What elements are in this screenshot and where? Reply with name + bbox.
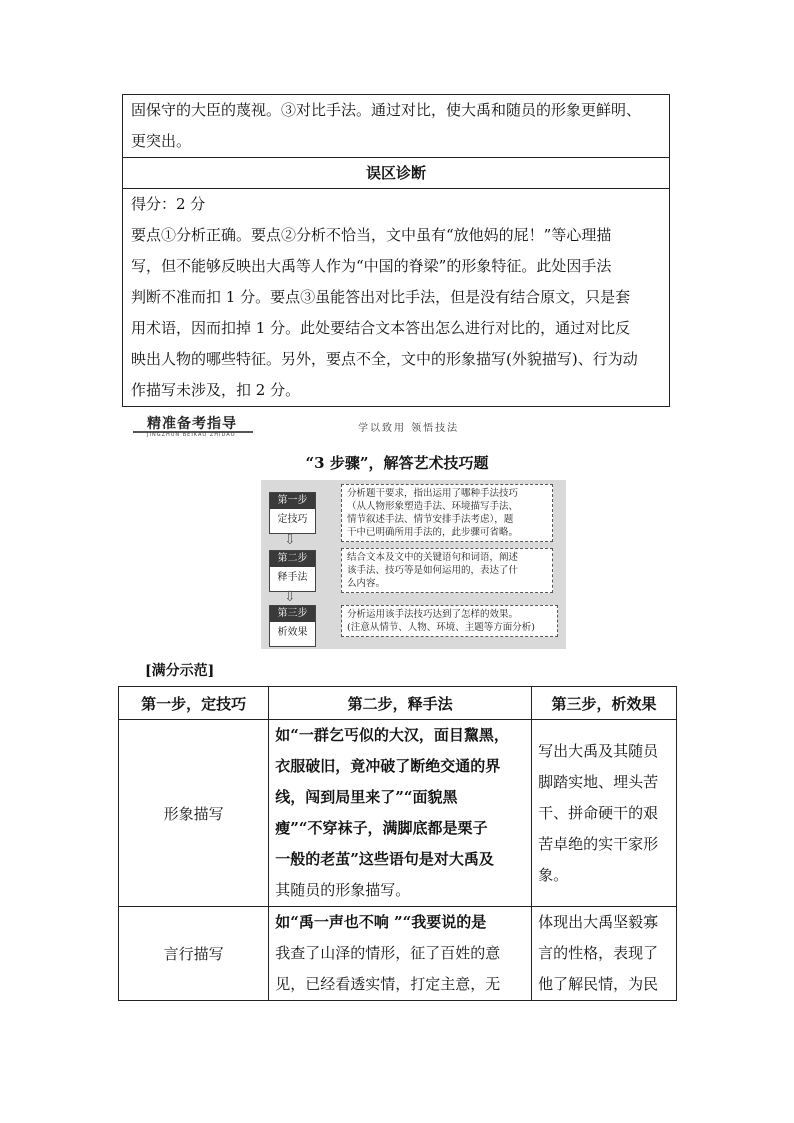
- step-1-box: [269, 492, 316, 534]
- diagnosis-line: 得分：2 分: [131, 195, 206, 213]
- down-arrow-icon: ⇩: [284, 589, 296, 605]
- answer-row: [123, 95, 670, 158]
- table-row: [119, 720, 677, 907]
- step-1-desc-line: 分析题干要求，指出运用了哪种手法技巧: [347, 488, 519, 499]
- step-1-desc-line: 情节叙述手法、情节安排手法考虑），题: [347, 514, 514, 525]
- step-3-desc-line: (注意从情节、人物、环境、主题等方面分析): [347, 622, 535, 633]
- step-3-sub: 析效果: [277, 627, 308, 638]
- diagnosis-line: 映出人物的哪些特征。另外，要点不全，文中的形象描写(外貌描写)、行为动: [131, 350, 638, 368]
- explanation-cell: [269, 907, 532, 1001]
- technique-cell: 言行描写: [119, 907, 269, 1001]
- explanation-line: 见，已经看透实情，打定主意，无: [275, 975, 501, 993]
- effect-cell: [532, 907, 677, 1001]
- step-1-desc-line: 干中已明确所用手法的，此步骤可省略。: [347, 527, 519, 538]
- answer-line: 固保守的大臣的蔑视。③对比手法。通过对比，使大禹和随员的形象更鲜明、: [131, 101, 642, 119]
- step-2-head: 第二步: [270, 551, 315, 567]
- step-3-box: [269, 605, 316, 647]
- table-header-row: [119, 687, 677, 720]
- effect-line: 体现出大禹坚毅寡: [538, 913, 659, 931]
- diagnosis-line: 用术语，因而扣掉 1 分。此处要结合文本答出怎么进行对比的，通过对比反: [131, 319, 631, 337]
- column-header: 第二步，释手法: [269, 687, 532, 720]
- diagnosis-line: 写，但不能够反映出大禹等人作为“中国的脊梁”的形象特征。此处因手法: [131, 257, 612, 275]
- effect-line: 象。: [538, 865, 569, 884]
- diagnosis-cell: [123, 189, 670, 407]
- step-3-head: 第三步: [270, 606, 315, 622]
- explanation-line: 如“一群乞丐似的大汉，面目黧黑，: [275, 726, 509, 744]
- column-header: 第一步，定技巧: [119, 687, 269, 720]
- banner-slogan: 学以致用 领悟技法: [358, 423, 460, 434]
- step-2-box: [269, 550, 316, 592]
- diagnosis-line: 作描写未涉及，扣 2 分。: [131, 381, 301, 399]
- step-2-description: [341, 548, 553, 593]
- example-label: [满分示范]: [145, 663, 215, 679]
- effect-line: 干、拼命硬干的艰: [538, 803, 659, 822]
- effect-line: 言的性格，表现了: [538, 944, 659, 962]
- section-banner: [133, 410, 545, 440]
- example-table: [118, 686, 677, 1001]
- explanation-line: 衣服破旧，竟冲破了断绝交通的界: [275, 757, 501, 775]
- diagnosis-header: 误区诊断: [123, 158, 670, 189]
- step-3-desc-line: 分析运用该手法技巧达到了怎样的效果。: [347, 609, 519, 620]
- effect-line: 写出大禹及其随员: [538, 741, 659, 760]
- section-title: “3 步骤”，解答艺术技巧题: [305, 454, 489, 472]
- diagnosis-row: [123, 189, 670, 407]
- explanation-line: 我查了山泽的情形，征了百姓的意: [275, 944, 501, 962]
- down-arrow-icon: ⇩: [284, 532, 296, 548]
- answer-line: 更突出。: [131, 132, 192, 150]
- steps-diagram: [261, 480, 566, 649]
- banner-pinyin: JINGZHUN BEIKAO ZHIDAO: [147, 432, 236, 438]
- effect-cell: [532, 720, 677, 907]
- step-2-desc-line: 该手法、技巧等是如何运用的，表达了什: [347, 565, 519, 576]
- effect-line: 苦卓绝的实干家形: [538, 834, 659, 853]
- step-1-description: [341, 484, 553, 542]
- banner-title: 精准备考指导: [147, 416, 237, 432]
- step-1-head: 第一步: [270, 493, 315, 509]
- table-row: [119, 907, 677, 1001]
- explanation-cell: [269, 720, 532, 907]
- effect-line: 他了解民情，为民: [538, 975, 659, 993]
- explanation-line: 其随员的形象描写。: [275, 881, 411, 899]
- diagnosis-header-row: [123, 158, 670, 189]
- answer-table: [122, 94, 670, 407]
- explanation-line: 一般的老茧”这些语句是对大禹及: [275, 850, 494, 868]
- step-2-desc-line: 结合文本及文中的关键语句和词语，阐述: [347, 552, 519, 563]
- effect-line: 脚踏实地、埋头苦: [538, 772, 659, 791]
- column-header: 第三步，析效果: [532, 687, 677, 720]
- step-1-desc-line: （从人物形象塑造手法、环境描写手法、: [347, 501, 519, 512]
- step-2-sub: 释手法: [277, 572, 308, 583]
- diagnosis-line: 判断不准而扣 1 分。要点③虽能答出对比手法，但是没有结合原文，只是套: [131, 288, 631, 306]
- step-1-sub: 定技巧: [277, 514, 308, 525]
- diagnosis-line: 要点①分析正确。要点②分析不恰当，文中虽有“放他妈的屁！”等心理描: [131, 226, 612, 244]
- explanation-line: 如“禹一声也不响 ”“我要说的是: [275, 913, 487, 931]
- technique-cell: 形象描写: [119, 720, 269, 907]
- explanation-line: 瘦”“不穿袜子，满脚底都是栗子: [275, 819, 488, 837]
- step-3-description: [341, 605, 558, 637]
- answer-cell: [123, 95, 670, 158]
- step-2-desc-line: 么内容。: [347, 578, 386, 589]
- explanation-line: 线，闯到局里来了”“面貌黑: [275, 788, 458, 806]
